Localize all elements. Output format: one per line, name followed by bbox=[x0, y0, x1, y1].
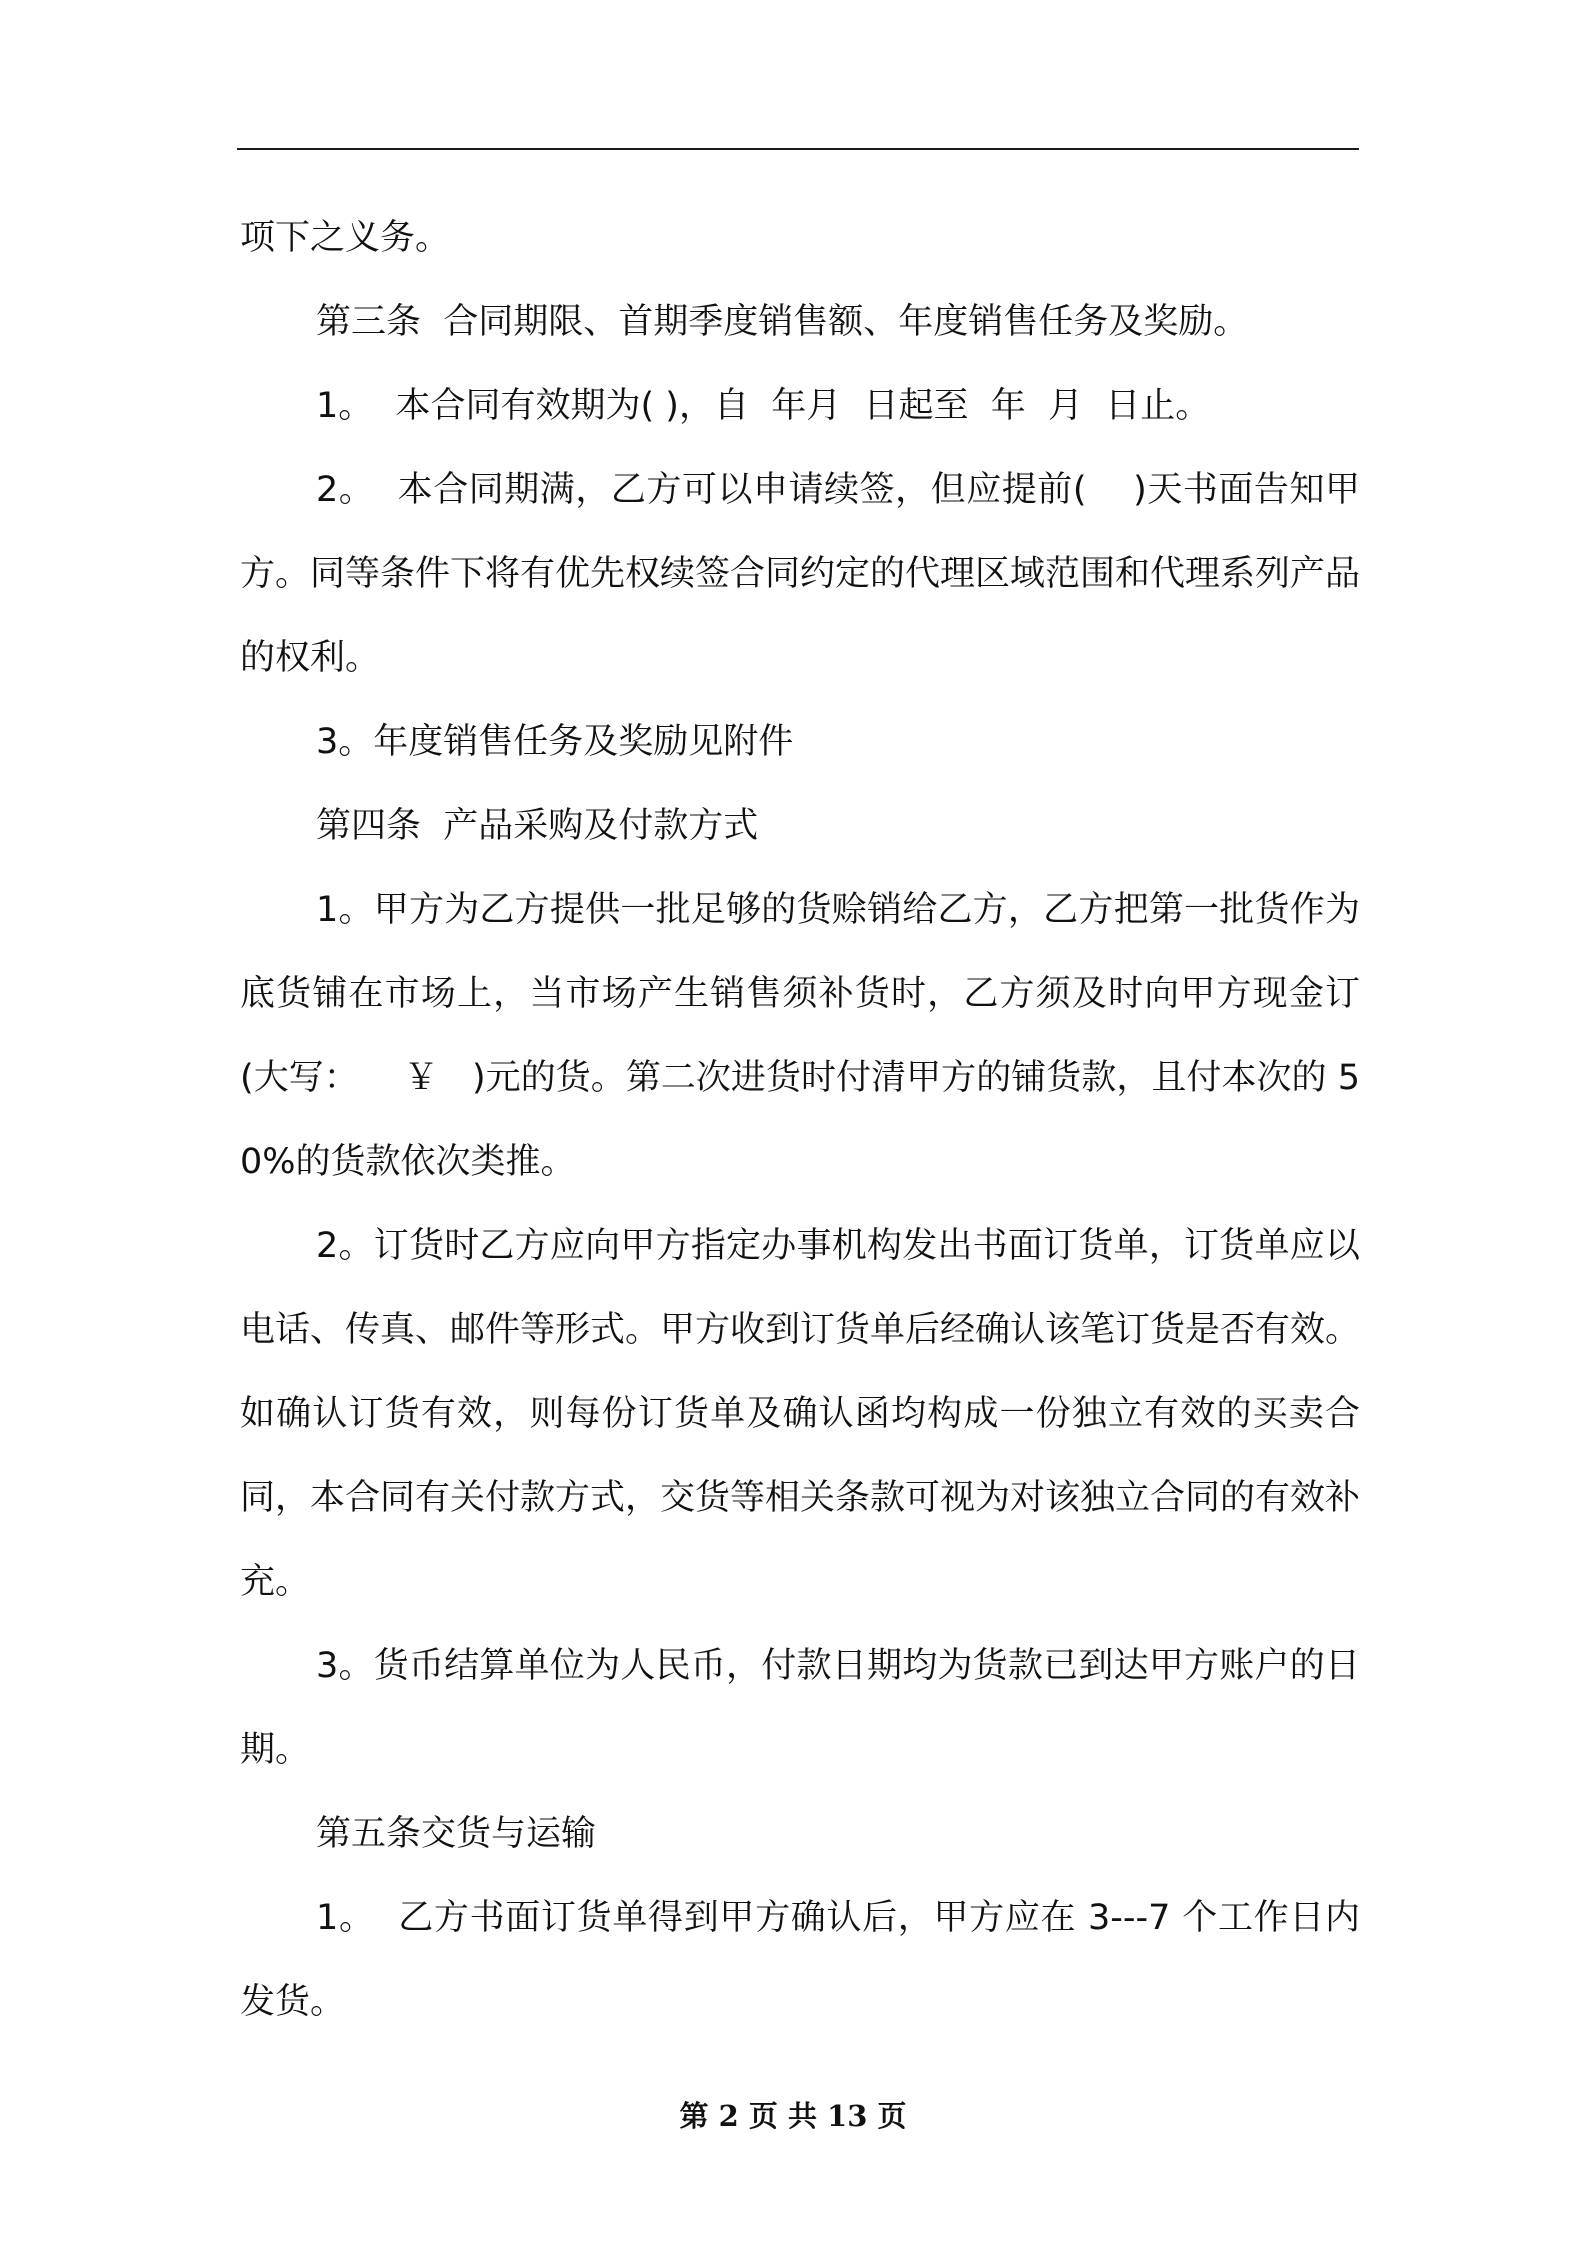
article-3-heading: 第三条 合同期限、首期季度销售额、年度销售任务及奖励。 bbox=[316, 302, 1249, 342]
page-number-footer: 第 2 页 共 13 页 bbox=[679, 2099, 907, 2133]
article-5-heading: 第五条交货与运输 bbox=[316, 1814, 597, 1854]
paragraph-continuation: 项下之义务。 bbox=[240, 218, 451, 258]
article-4-clause-2: 2。订货时乙方应向甲方指定办事机构发出书面订货单，订货单应以电话、传真、邮件等形式。甲方收到订货单后经确认该笔订货是否有效。如确认订货有效，则每份订货单及确认函均构成一份独立有效的买卖合同，本合同有关付款方式，交货等相关条款可视为对该独立合同的有效补充。 bbox=[240, 1226, 1361, 1602]
article-3-clause-2: 2。 本合同期满，乙方可以申请续签，但应提前( )天书面告知甲方。同等条件下将有优先权续签合同约定的代理区域范围和代理系列产品的权利。 bbox=[240, 470, 1361, 678]
article-4-clause-3: 3。货币结算单位为人民币，付款日期均为货款已到达甲方账户的日期。 bbox=[240, 1646, 1360, 1770]
article-3-clause-1: 1。 本合同有效期为( )，自 年月 日起至 年 月 日止。 bbox=[316, 386, 1211, 426]
article-4-heading: 第四条 产品采购及付款方式 bbox=[316, 806, 759, 846]
header-rule bbox=[237, 148, 1359, 150]
document-body bbox=[240, 196, 1360, 2044]
article-5-clause-1: 1。 乙方书面订货单得到甲方确认后，甲方应在 3---7 个工作日内发货。 bbox=[240, 1898, 1360, 2022]
article-4-clause-1: 1。甲方为乙方提供一批足够的货赊销给乙方，乙方把第一批货作为底货铺在市场上，当市场产生销售须补货时，乙方须及时向甲方现金订(大写： ￥ )元的货。第二次进货时付清甲方的铺货款，且付本次的 50%的货款依次类推。 bbox=[240, 890, 1360, 1182]
article-3-clause-3: 3。年度销售任务及奖励见附件 bbox=[316, 722, 794, 762]
